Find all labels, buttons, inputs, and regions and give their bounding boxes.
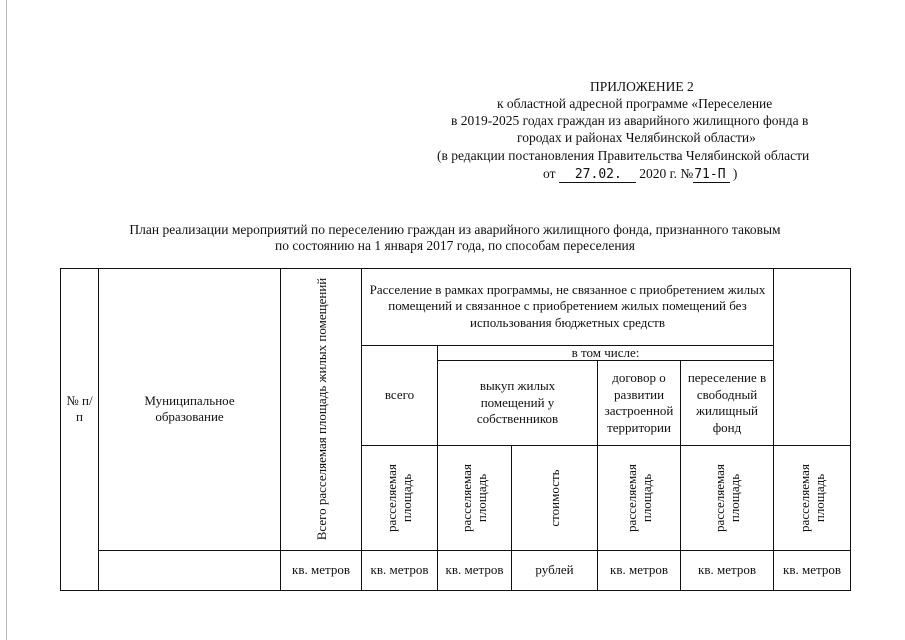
scan-edge-line — [6, 0, 7, 640]
annex-close-paren: ) — [732, 166, 738, 181]
plan-title-line-2: по состоянию на 1 января 2017 года, по способам переселения — [275, 238, 635, 253]
col-municipality-header: Муниципальное образование — [144, 392, 235, 424]
annex-line-3: городах и районах Челябинской области» — [517, 130, 756, 145]
annex-line-5 — [543, 165, 737, 183]
sub-buyout-header: выкуп жилых помещений у собственников — [476, 378, 559, 427]
table-border-right — [850, 268, 851, 591]
group-header: Расселение в рамках программы, не связанное с приобретением жилых помещений и связанное с приобретением жилых помещений без использования бюджетных средств — [369, 281, 766, 330]
including-label: в том числе: — [571, 344, 640, 360]
plan-title-line-1: План реализации мероприятий по переселению граждан из аварийного жилищного фонда, признанного таковым — [129, 222, 781, 237]
table-line-subheader-bottom — [361, 445, 851, 446]
rot-area-development: расселяемая площадь — [624, 464, 654, 532]
rot-area-last: расселяемая площадь — [797, 464, 827, 532]
resettlement-table — [60, 268, 851, 591]
unit-area-total: кв. метров — [370, 562, 429, 578]
annex-year-label: 2020 г. № — [639, 166, 694, 181]
table-border-bottom — [60, 590, 851, 591]
unit-cost-buyout: рублей — [535, 562, 574, 578]
annex-line-4: (в редакции постановления Правительства Челябинской области — [437, 148, 810, 163]
sub-free-fund-header: переселение в свободный жилищный фонд — [687, 370, 767, 435]
table-col-divider-8 — [773, 268, 774, 591]
handwritten-date: 27.02. — [559, 168, 636, 183]
col-total-area-header: Всего расселяемая площадь жилых помещений — [313, 277, 329, 541]
sub-development-header: договор о развитии застроенной территории — [604, 370, 674, 435]
rot-cost-buyout: стоимость — [546, 469, 562, 527]
rot-area-free-fund: расселяемая площадь — [712, 464, 742, 532]
rot-area-total: расселяемая площадь — [384, 464, 414, 532]
unit-total-area: кв. метров — [292, 562, 350, 578]
handwritten-number: 71-П — [693, 168, 729, 183]
unit-area-last: кв. метров — [783, 562, 841, 578]
sub-total-header: всего — [384, 387, 415, 403]
annex-title: ПРИЛОЖЕНИЕ 2 — [590, 79, 694, 94]
unit-area-development: кв. метров — [610, 562, 668, 578]
col-number-header: № п/п — [66, 392, 93, 424]
unit-area-buyout: кв. метров — [445, 562, 504, 578]
rot-area-buyout: расселяемая площадь — [459, 464, 489, 532]
annex-line-2: в 2019-2025 годах граждан из аварийного жилищного фонда в — [451, 113, 809, 128]
annex-from-label: от — [543, 166, 556, 181]
annex-line-1: к областной адресной программе «Переселение — [497, 96, 773, 111]
unit-area-free-fund: кв. метров — [698, 562, 756, 578]
